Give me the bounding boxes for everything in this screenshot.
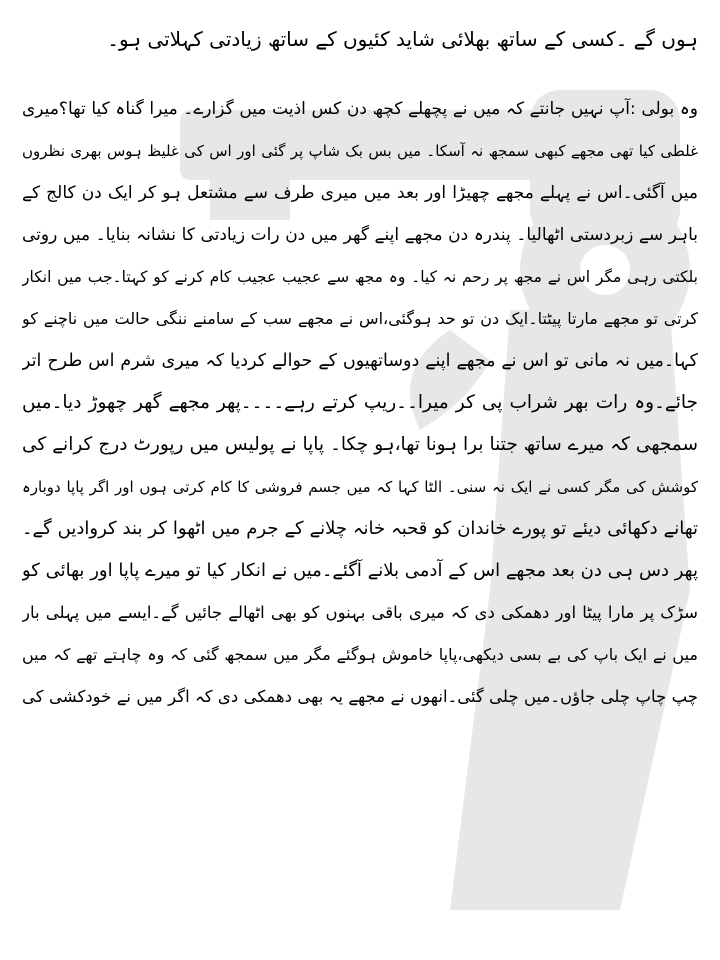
text-line: غلطی کیا تھی مجھے کبھی سمجھ نہ آسکا۔ میں بس بک شاپ پر گئی اور اس کی غلیظ ہوس بھری نظروں bbox=[22, 142, 698, 160]
text-line: سمجھی کہ میرے ساتھ جتنا برا ہونا تھا،ہو چکا۔ پاپا نے پولیس میں رپورٹ درج کرانے کی bbox=[22, 434, 698, 455]
paragraph-gap bbox=[22, 60, 698, 88]
text-line: وہ بولی :آپ نہیں جانتے کہ میں نے پچھلے کچھ دن کس اذیت میں گزارے۔ میرا گناہ کیا تھا؟میری bbox=[22, 99, 698, 119]
paragraph-1 bbox=[22, 18, 698, 60]
text-line: ہوں گے ۔کسی کے ساتھ بھلائی شاید کئیوں کے ساتھ زیادتی کہلاتی ہو۔ bbox=[107, 27, 698, 51]
text-line: پھر دس ہی دن بعد مجھے اس کے آدمی بلانے آگئے۔میں نے انکار کیا تو میرے پاپا اور بھائی کو bbox=[22, 560, 698, 581]
text-line: چپ چاپ چلی جاؤں۔میں چلی گئی۔انھوں نے مجھے یہ بھی دھمکی دی کہ اگر میں نے خودکشی کی bbox=[22, 687, 698, 706]
paragraph-2 bbox=[22, 88, 698, 718]
text-line: تھانے دکھائی دیئے تو پورے خاندان کو قحبہ خانہ چلانے کے جرم میں اٹھوا کر بند کروادیں گے۔ bbox=[22, 518, 698, 539]
text-line: جائے۔وہ رات بھر شراب پی کر میرا۔۔ریپ کرتے رہے۔۔۔۔پھر مجھے گھر چھوڑ دیا۔میں bbox=[22, 392, 698, 413]
urdu-text-body bbox=[22, 18, 698, 718]
text-line: باہر سے زبردستی اٹھالیا۔ پندرہ دن مجھے اپنے گھر میں دن رات زیادتی کا نشانہ بنایا۔ میں روتی bbox=[22, 225, 698, 245]
text-line: کرتی تو مجھے مارتا پیٹتا۔ایک دن تو حد ہوگئی،اس نے مجھے سب کے سامنے ننگی حالت میں ناچنے کو bbox=[22, 309, 698, 328]
text-line: سڑک پر مارا پیٹا اور دھمکی دی کہ میری باقی بہنوں کو بھی اٹھالے جائیں گے۔ایسے میں پہلی بار bbox=[22, 603, 698, 622]
text-line: کوشش کی مگر کسی نے ایک نہ سنی۔ الٹا کہا کہ میں جسم فروشی کا کام کرتی ہوں اور اگر پاپا دوبارہ bbox=[22, 478, 698, 496]
text-line: کہا۔میں نہ مانی تو اس نے مجھے اپنے دوساتھیوں کے حوالے کردیا کہ میری شرم اس طرح اتر bbox=[22, 351, 698, 371]
text-line: میں آگئی۔اس نے پہلے مجھے چھیڑا اور بعد میں میری طرف سے مشتعل ہو کر ایک دن کالج کے bbox=[22, 183, 698, 203]
text-line: بلکتی رہی مگر اس نے مجھ پر رحم نہ کیا۔ وہ مجھ سے عجیب عجیب کام کرنے کو کہتا۔جب میں انکار bbox=[22, 268, 698, 286]
text-line: میں نے ایک باپ کی بے بسی دیکھی،پاپا خاموش ہوگئے مگر میں سمجھ گئی کہ وہ چاہتے تھے کہ میں bbox=[22, 645, 698, 664]
